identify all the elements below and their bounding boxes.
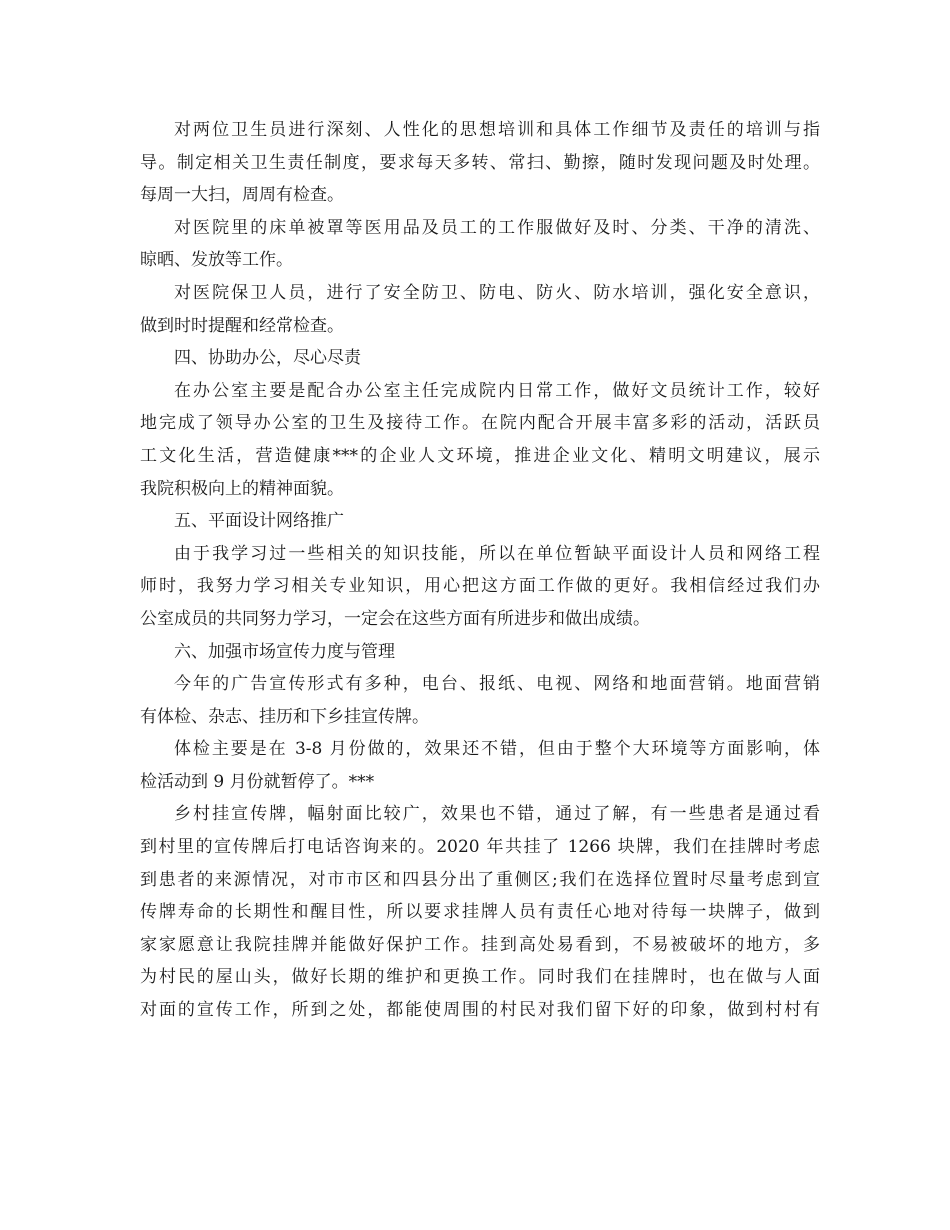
- text-line: 在办公室主要是配合办公室主任完成院内日常工作，做好文员统计工作，较好: [174, 380, 820, 401]
- text-line: 四、协助办公，尽心尽责: [174, 348, 361, 369]
- text-line: 师时，我努力学习相关专业知识，用心把这方面工作做的更好。我相信经过我们办: [140, 576, 820, 597]
- text-line: 今年的广告宣传形式有多种，电台、报纸、电视、网络和地面营销。地面营销: [174, 674, 820, 695]
- text-line: 公室成员的共同努力学习，一定会在这些方面有所进步和做出成绩。: [140, 608, 650, 629]
- text-line: 对面的宣传工作，所到之处，都能使周围的村民对我们留下好的印象，做到村村有: [140, 1000, 820, 1021]
- text-line: 对两位卫生员进行深刻、人性化的思想培训和具体工作细节及责任的培训与指: [174, 120, 820, 140]
- text-line: 工文化生活，营造健康***的企业人文环境，推进企业文化、精明文明建议，展示: [140, 445, 820, 466]
- text-line: 做到时时提醒和经常检查。: [140, 315, 344, 336]
- text-line: 体检主要是在 3-8 月份做的，效果还不错，但由于整个大环境等方面影响，体: [174, 739, 820, 760]
- document-body: [140, 114, 820, 1027]
- text-line: 有体检、杂志、挂历和下乡挂宣传牌。: [140, 706, 429, 727]
- text-line: 地完成了领导办公室的卫生及接待工作。在院内配合开展丰富多彩的活动，活跃员: [140, 413, 820, 434]
- text-line: 到村里的宣传牌后打电话咨询来的。2020 年共挂了 1266 块牌，我们在挂牌时考虑: [140, 837, 820, 858]
- text-line: 家家愿意让我院挂牌并能做好保护工作。挂到高处易看到，不易被破坏的地方，多: [140, 934, 820, 955]
- text-line: 导。制定相关卫生责任制度，要求每天多转、常扫、勤擦，随时发现问题及时处理。: [140, 152, 820, 173]
- text-line: 我院积极向上的精神面貌。: [140, 478, 344, 499]
- text-line: 每周一大扫，周周有检查。: [140, 185, 344, 206]
- text-line: 传牌寿命的长期性和醒目性，所以要求挂牌人员有责任心地对待每一块牌子，做到: [140, 902, 820, 923]
- text-line: 由于我学习过一些相关的知识技能，所以在单位暂缺平面设计人员和网络工程: [174, 543, 820, 564]
- text-line: 为村民的屋山头，做好长期的维护和更换工作。同时我们在挂牌时，也在做与人面: [140, 967, 820, 988]
- text-line: 六、加强市场宣传力度与管理: [174, 641, 395, 662]
- text-line: 对医院保卫人员，进行了安全防卫、防电、防火、防水培训，强化安全意识，: [174, 282, 820, 303]
- text-line: 对医院里的床单被罩等医用品及员工的工作服做好及时、分类、干净的清洗、: [174, 217, 820, 238]
- text-line: 到患者的来源情况，对市市区和四县分出了重侧区;我们在选择位置时尽量考虑到宣: [140, 869, 820, 890]
- text-line: 乡村挂宣传牌，幅射面比较广，效果也不错，通过了解，有一些患者是通过看: [174, 804, 820, 825]
- text-line: 五、平面设计网络推广: [174, 511, 344, 532]
- text-line: 检活动到 9 月份就暂停了。***: [140, 771, 375, 792]
- text-line: 晾晒、发放等工作。: [140, 250, 293, 271]
